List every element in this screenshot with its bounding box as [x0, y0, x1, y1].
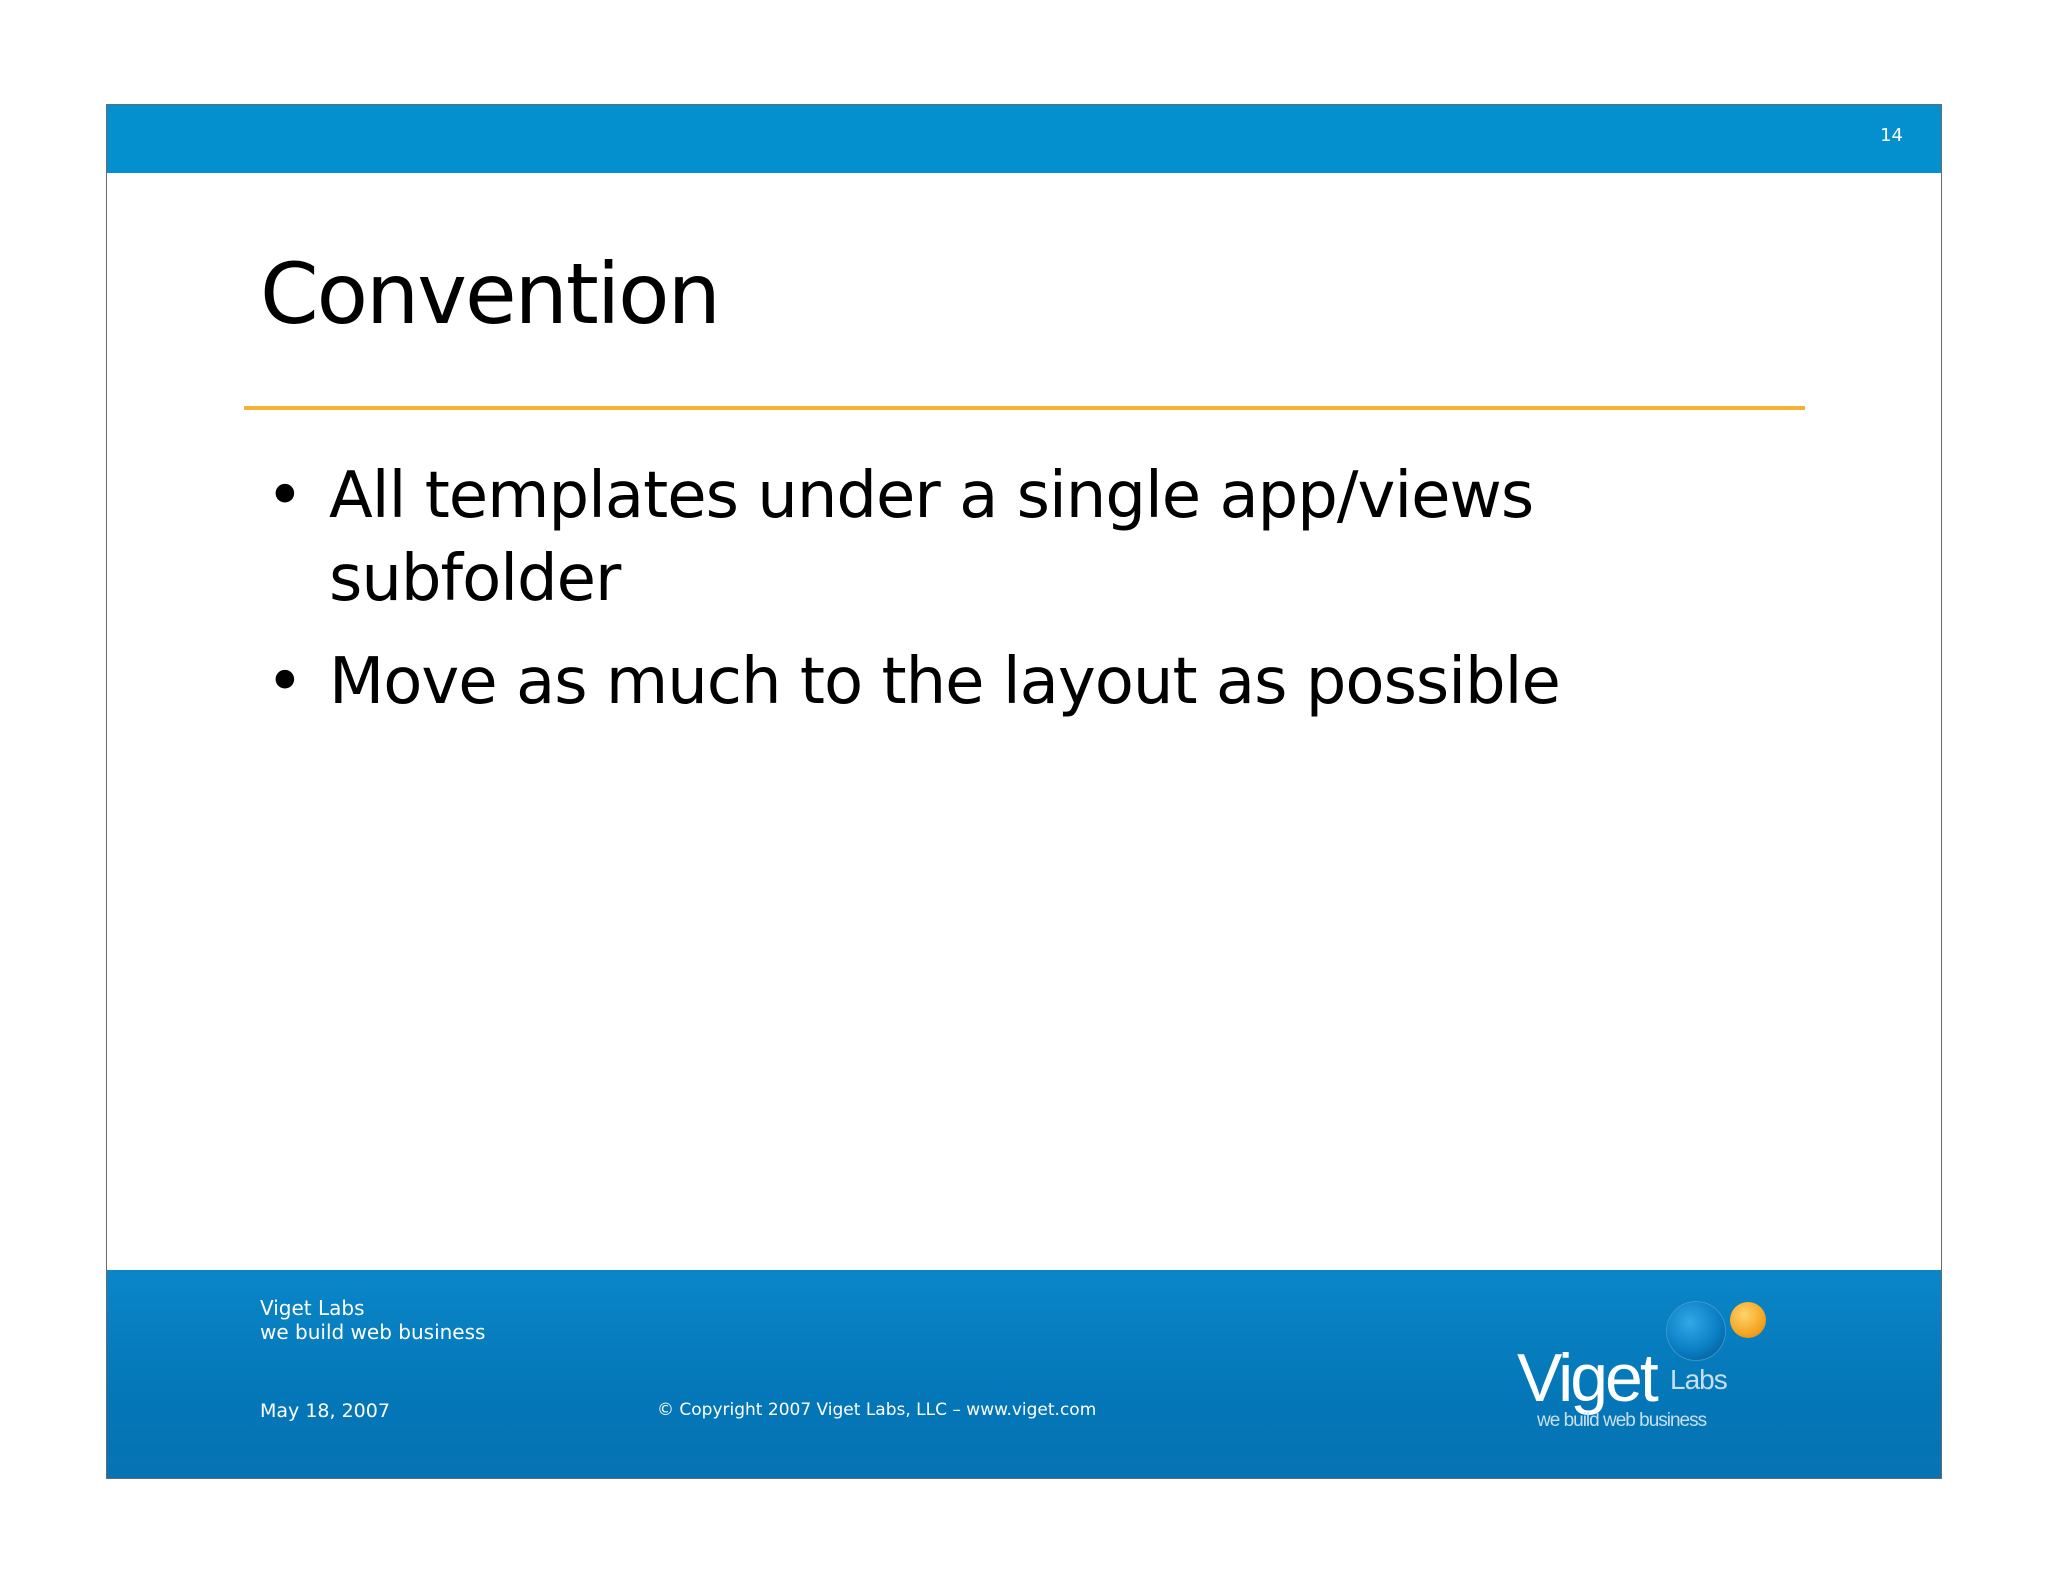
footer-bar — [107, 1270, 1941, 1478]
logo-tagline: we build web business — [1537, 1410, 1707, 1431]
slide-number: 14 — [1880, 125, 1903, 146]
bullet-text-line: subfolder — [329, 542, 621, 616]
slide-title: Convention — [260, 245, 719, 343]
bullet-text-line: Move as much to the layout as possible — [329, 645, 1560, 719]
bullet-list — [260, 455, 1660, 744]
company-tagline: we build web business — [260, 1320, 486, 1344]
bullet-item — [260, 641, 1660, 724]
logo-labs-text: Labs — [1670, 1364, 1727, 1395]
bullet-marker: • — [266, 645, 303, 719]
footer-company — [260, 1296, 485, 1344]
company-name: Viget Labs — [260, 1296, 365, 1320]
bullet-text-line: All templates under a single app/views — [329, 459, 1534, 533]
footer-date: May 18, 2007 — [260, 1400, 390, 1422]
title-divider — [244, 406, 1805, 410]
logo-orange-ball-icon — [1730, 1302, 1766, 1338]
footer-copyright: © Copyright 2007 Viget Labs, LLC – www.viget.com — [657, 1400, 1097, 1420]
viget-labs-logo — [1517, 1300, 1777, 1450]
logo-wordmark: Viget — [1517, 1340, 1656, 1416]
bullet-marker: • — [266, 459, 303, 533]
slide — [106, 104, 1942, 1479]
header-bar — [107, 105, 1941, 173]
bullet-item — [260, 455, 1660, 621]
logo-blue-ball-icon — [1667, 1302, 1725, 1360]
